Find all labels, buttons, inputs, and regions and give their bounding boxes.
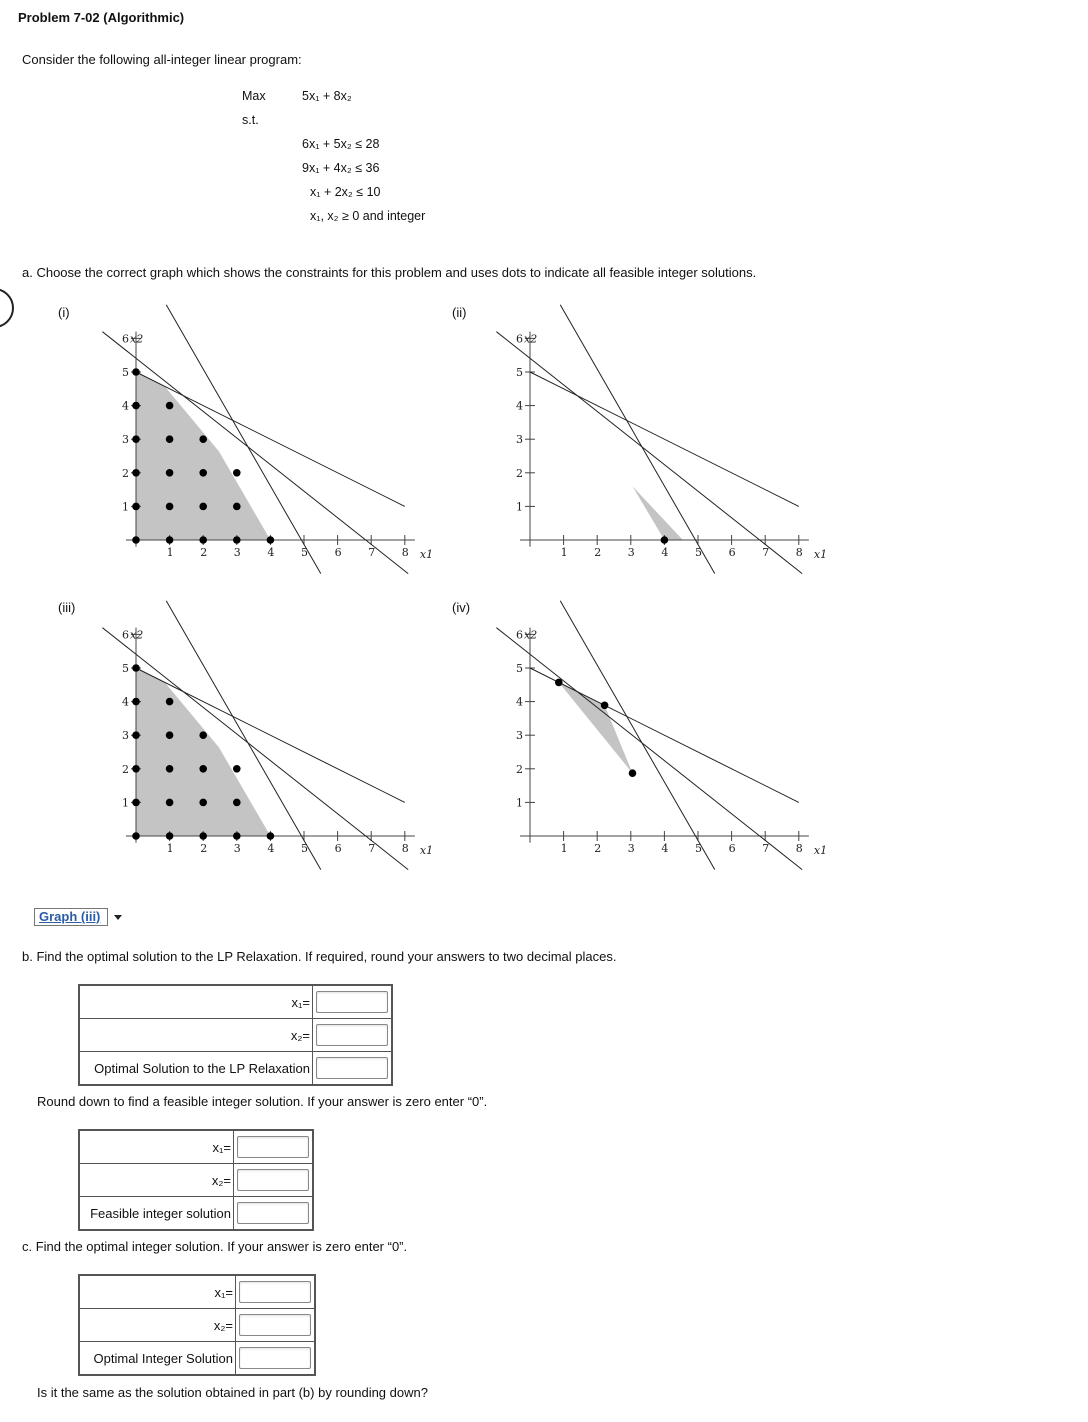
table-row	[79, 1309, 315, 1342]
x-tick-label-4: 4	[661, 546, 669, 559]
x-tick-label-2: 2	[200, 842, 208, 855]
problem-intro: Consider the following all-integer linear program:	[22, 52, 302, 67]
table-row	[79, 1164, 313, 1197]
integer-point	[132, 698, 140, 706]
optimal-x1-input[interactable]	[239, 1281, 311, 1303]
x-tick-label-2: 2	[594, 546, 602, 559]
table-row	[79, 1130, 313, 1164]
table-row	[79, 985, 392, 1019]
integer-point	[661, 536, 669, 544]
integer-point	[199, 832, 207, 840]
y-tick-label-4: 4	[516, 399, 523, 413]
x-tick-label-1: 1	[166, 546, 174, 559]
optimal-objective-label: Optimal Integer Solution	[79, 1342, 236, 1376]
integer-point	[132, 799, 140, 807]
integer-point	[132, 469, 140, 477]
y-tick-label-3: 3	[516, 729, 523, 743]
y-tick-label-6: 6	[516, 332, 523, 346]
feasible-integer-table	[78, 1129, 314, 1231]
integer-point	[132, 664, 140, 672]
feasible-objective-input[interactable]	[237, 1202, 309, 1224]
x2-label: x₂=	[79, 1309, 236, 1342]
x-tick-label-6: 6	[334, 546, 342, 559]
feasible-region	[136, 372, 270, 540]
x-tick-label-7: 7	[762, 546, 770, 559]
integer-point	[199, 503, 207, 511]
y-tick-label-4: 4	[516, 695, 523, 709]
x-tick-label-6: 6	[728, 546, 736, 559]
st-label: s.t.	[242, 113, 259, 127]
graph-label-i: (i)	[58, 305, 70, 320]
panel-handle[interactable]	[0, 288, 14, 328]
integer-point	[199, 765, 207, 773]
table-row	[79, 1275, 315, 1309]
x1-label: x₁=	[79, 985, 313, 1019]
graph-iv	[430, 606, 870, 906]
x-tick-label-7: 7	[368, 842, 376, 855]
integer-point	[267, 536, 275, 544]
integer-point	[233, 765, 241, 773]
feasible-region	[136, 668, 270, 836]
integer-point	[132, 536, 140, 544]
round-down-prompt: Round down to find a feasible integer solution. If your answer is zero enter “0”.	[37, 1094, 488, 1109]
x-tick-label-8: 8	[795, 546, 803, 559]
integer-point	[166, 402, 174, 410]
y-tick-label-3: 3	[516, 433, 523, 447]
x-tick-label-3: 3	[627, 546, 635, 559]
integer-point	[199, 435, 207, 443]
x-tick-label-3: 3	[233, 546, 241, 559]
x2-cell	[313, 1019, 393, 1052]
table-row	[79, 1052, 392, 1086]
y-tick-label-6: 6	[516, 628, 523, 642]
constraint-4: x₁, x₂ ≥ 0 and integer	[310, 209, 426, 223]
x-tick-label-4: 4	[267, 842, 275, 855]
y-tick-label-2: 2	[516, 466, 523, 480]
x-tick-label-1: 1	[560, 842, 568, 855]
y-tick-label-5: 5	[516, 662, 523, 675]
integer-point	[601, 701, 609, 709]
y-tick-label-1: 1	[122, 796, 129, 810]
max-label: Max	[242, 89, 266, 103]
integer-point	[166, 503, 174, 511]
x-tick-label-5: 5	[301, 546, 308, 559]
y-tick-label-6: 6	[122, 332, 129, 346]
objective: 5x₁ + 8x₂	[302, 89, 352, 103]
feasible-region	[559, 682, 633, 773]
constraint-2: 9x₁ + 4x₂ ≤ 36	[302, 161, 380, 175]
integer-point	[166, 435, 174, 443]
y-tick-label-2: 2	[122, 762, 129, 776]
x-tick-label-1: 1	[166, 842, 174, 855]
constraint-1: 6x₁ + 5x₂ ≤ 28	[302, 137, 380, 151]
x1-label: x₁=	[79, 1130, 234, 1164]
integer-point	[233, 536, 241, 544]
feasible-objective-label: Feasible integer solution	[79, 1197, 234, 1231]
integer-point	[132, 435, 140, 443]
optimal-x2-input[interactable]	[239, 1314, 311, 1336]
lp-relaxation-table	[78, 984, 393, 1086]
x-tick-label-6: 6	[728, 842, 736, 855]
integer-point	[166, 698, 174, 706]
constraint-line-6x1-5x2	[496, 332, 802, 574]
x-axis-label: x1	[813, 844, 828, 857]
y-axis-label: x2	[524, 628, 538, 642]
x-tick-label-8: 8	[795, 842, 803, 855]
x1-label: x₁=	[79, 1275, 236, 1309]
x-tick-label-4: 4	[661, 842, 669, 855]
x-axis-label: x1	[419, 844, 434, 857]
integer-point	[629, 769, 637, 777]
problem-title: Problem 7-02 (Algorithmic)	[18, 10, 185, 25]
table-row	[79, 1019, 392, 1052]
y-tick-label-4: 4	[122, 399, 129, 413]
integer-point	[233, 503, 241, 511]
integer-point	[233, 832, 241, 840]
x2-label: x₂=	[79, 1019, 313, 1052]
graph-select-value[interactable]: Graph (iii)	[34, 908, 108, 926]
x-tick-label-7: 7	[762, 842, 770, 855]
integer-point	[199, 536, 207, 544]
x1-cell	[234, 1130, 314, 1164]
integer-point	[199, 731, 207, 739]
x2-label: x₂=	[79, 1164, 234, 1197]
table-row	[79, 1197, 313, 1231]
y-tick-label-2: 2	[122, 466, 129, 480]
integer-point	[233, 799, 241, 807]
x-tick-label-2: 2	[200, 546, 208, 559]
x-tick-label-6: 6	[334, 842, 342, 855]
y-tick-label-5: 5	[122, 366, 129, 379]
part-b-prompt: b. Find the optimal solution to the LP Relaxation. If required, round your answers to two decimal places.	[22, 949, 617, 964]
feasible-x2-input[interactable]	[237, 1169, 309, 1191]
integer-point	[132, 731, 140, 739]
integer-point	[555, 679, 563, 687]
integer-point	[166, 731, 174, 739]
optimal-integer-table	[78, 1274, 316, 1376]
integer-point	[166, 536, 174, 544]
x-tick-label-1: 1	[560, 546, 568, 559]
constraint-line-9x1-4x2	[560, 601, 715, 870]
lp-x1-input[interactable]	[316, 991, 388, 1013]
x1-cell	[236, 1275, 316, 1309]
integer-point	[132, 402, 140, 410]
integer-point	[132, 368, 140, 376]
x-tick-label-5: 5	[695, 842, 702, 855]
feasible-objective-cell	[234, 1197, 314, 1231]
y-tick-label-6: 6	[122, 628, 129, 642]
x-tick-label-5: 5	[695, 546, 702, 559]
x-tick-label-8: 8	[401, 842, 409, 855]
x-tick-label-5: 5	[301, 842, 308, 855]
integer-point	[132, 503, 140, 511]
y-tick-label-5: 5	[516, 366, 523, 379]
x-axis-label: x1	[813, 548, 828, 561]
graph-label-ii: (ii)	[452, 305, 467, 320]
x-tick-label-7: 7	[368, 546, 376, 559]
graph-iii	[36, 606, 476, 906]
x-axis-label: x1	[419, 548, 434, 561]
graph-ii	[430, 310, 870, 610]
graph-label-iii: (iii)	[58, 600, 76, 615]
feasible-x1-input[interactable]	[237, 1136, 309, 1158]
y-axis-label: x2	[524, 332, 538, 346]
lp-objective-label: Optimal Solution to the LP Relaxation	[79, 1052, 313, 1086]
constraint-line-6x1-5x2	[496, 628, 802, 870]
y-tick-label-3: 3	[122, 729, 129, 743]
y-tick-label-1: 1	[516, 500, 523, 514]
integer-point	[132, 832, 140, 840]
integer-point	[166, 765, 174, 773]
y-tick-label-1: 1	[516, 796, 523, 810]
integer-point	[166, 469, 174, 477]
y-tick-label-3: 3	[122, 433, 129, 447]
integer-point	[199, 799, 207, 807]
x-tick-label-2: 2	[594, 842, 602, 855]
optimal-objective-input[interactable]	[239, 1347, 311, 1369]
followup-question: Is it the same as the solution obtained in part (b) by rounding down?	[37, 1385, 428, 1400]
constraint-3: x₁ + 2x₂ ≤ 10	[310, 185, 381, 199]
x-tick-label-4: 4	[267, 546, 275, 559]
optimal-objective-cell	[236, 1342, 316, 1376]
integer-point	[132, 765, 140, 773]
constraint-line-9x1-4x2	[560, 305, 715, 574]
y-axis-label: x2	[130, 628, 144, 642]
x-tick-label-3: 3	[627, 842, 635, 855]
graph-i	[36, 310, 476, 610]
lp-objective-input[interactable]	[316, 1057, 388, 1079]
feasible-region	[632, 486, 682, 540]
integer-point	[199, 469, 207, 477]
part-c-prompt: c. Find the optimal integer solution. If your answer is zero enter “0”.	[22, 1239, 408, 1254]
y-tick-label-5: 5	[122, 662, 129, 675]
x1-cell	[313, 985, 393, 1019]
x2-cell	[236, 1309, 316, 1342]
integer-point	[166, 832, 174, 840]
x-tick-label-3: 3	[233, 842, 241, 855]
graph-select[interactable]	[34, 908, 122, 926]
part-a-prompt: a. Choose the correct graph which shows the constraints for this problem and uses dots to indicate all feasible integer solutions.	[22, 265, 757, 280]
x2-cell	[234, 1164, 314, 1197]
y-axis-label: x2	[130, 332, 144, 346]
y-tick-label-1: 1	[122, 500, 129, 514]
chevron-down-icon[interactable]	[114, 915, 122, 920]
graph-label-iv: (iv)	[452, 600, 471, 615]
lp-x2-input[interactable]	[316, 1024, 388, 1046]
table-row	[79, 1342, 315, 1376]
integer-point	[267, 832, 275, 840]
y-tick-label-2: 2	[516, 762, 523, 776]
integer-point	[166, 799, 174, 807]
integer-point	[233, 469, 241, 477]
x-tick-label-8: 8	[401, 546, 409, 559]
lp-objective-cell	[313, 1052, 393, 1086]
y-tick-label-4: 4	[122, 695, 129, 709]
